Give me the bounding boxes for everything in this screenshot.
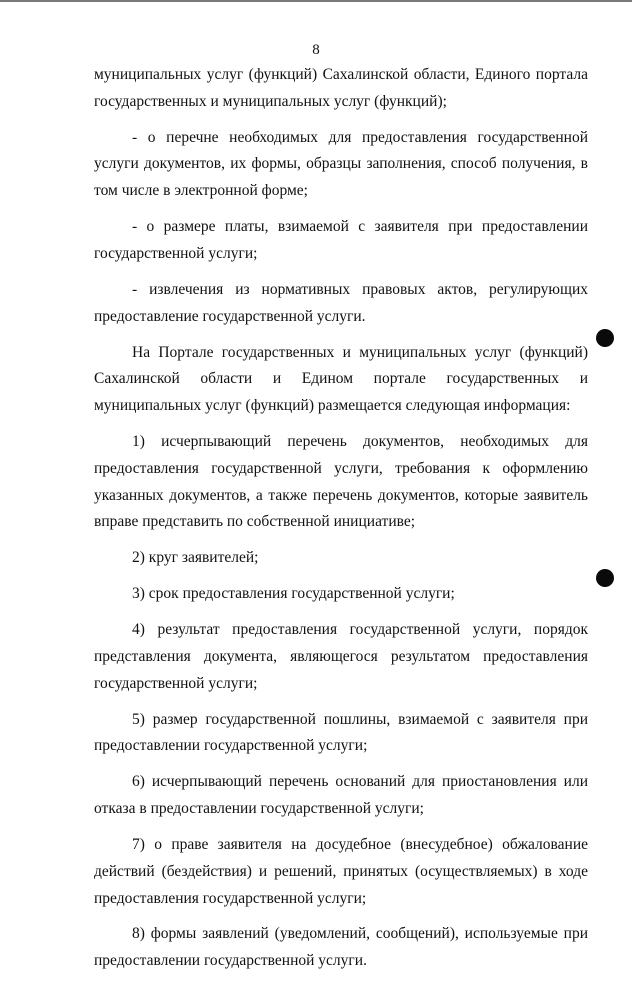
- paragraph-portal-info: На Портале государственных и муниципальных услуг (функций) Сахалинской области и Едином портале государственных и муниципальных услуг (функций) размещается следующая информация:: [94, 343, 588, 415]
- list-item-4: 4) результат предоставления государственной услуги, порядок представления документа, являющегося результатом предоставления государственной услуги;: [94, 621, 588, 692]
- list-item-2: 2) круг заявителей;: [132, 549, 259, 567]
- list-item-7: 7) о праве заявителя на досудебное (внесудебное) обжалование действий (бездействия) и решений, принятых (осуществляемых) в ходе предоставления государственной услуги;: [94, 835, 588, 907]
- list-item-6: 6) исчерпывающий перечень оснований для приостановления или отказа в предоставлении государственной услуги;: [94, 773, 588, 818]
- document-body: [94, 62, 588, 984]
- punch-hole-mark: [596, 329, 614, 347]
- list-item-3: 3) срок предоставления государственной услуги;: [132, 585, 455, 603]
- list-item-8: 8) формы заявлений (уведомлений, сообщений), используемые при предоставлении государственной услуги.: [94, 925, 588, 970]
- paragraph-continuation: муниципальных услуг (функций) Сахалинской области, Единого портала государственных и муниципальных услуг (функций);: [94, 66, 588, 110]
- punch-hole-mark: [596, 569, 614, 587]
- paragraph-fee: - о размере платы, взимаемой с заявителя при предоставлении государственной услуги;: [94, 218, 588, 262]
- list-item-5: 5) размер государственной пошлины, взимаемой с заявителя при предоставлении государственной услуги;: [94, 710, 588, 755]
- paragraph-documents-list: - о перечне необходимых для предоставления государственной услуги документов, их формы, образцы заполнения, способ получения, в том числе в электронной форме;: [94, 128, 588, 200]
- paragraph-extracts: - извлечения из нормативных правовых актов, регулирующих предоставление государственной услуги.: [94, 280, 588, 325]
- page-number: 8: [312, 42, 320, 58]
- list-item-1: 1) исчерпывающий перечень документов, необходимых для предоставления государственной услуги, требования к оформлению указанных документов, а также перечень документов, которые заявитель вправе представить по собственной инициативе;: [94, 433, 588, 531]
